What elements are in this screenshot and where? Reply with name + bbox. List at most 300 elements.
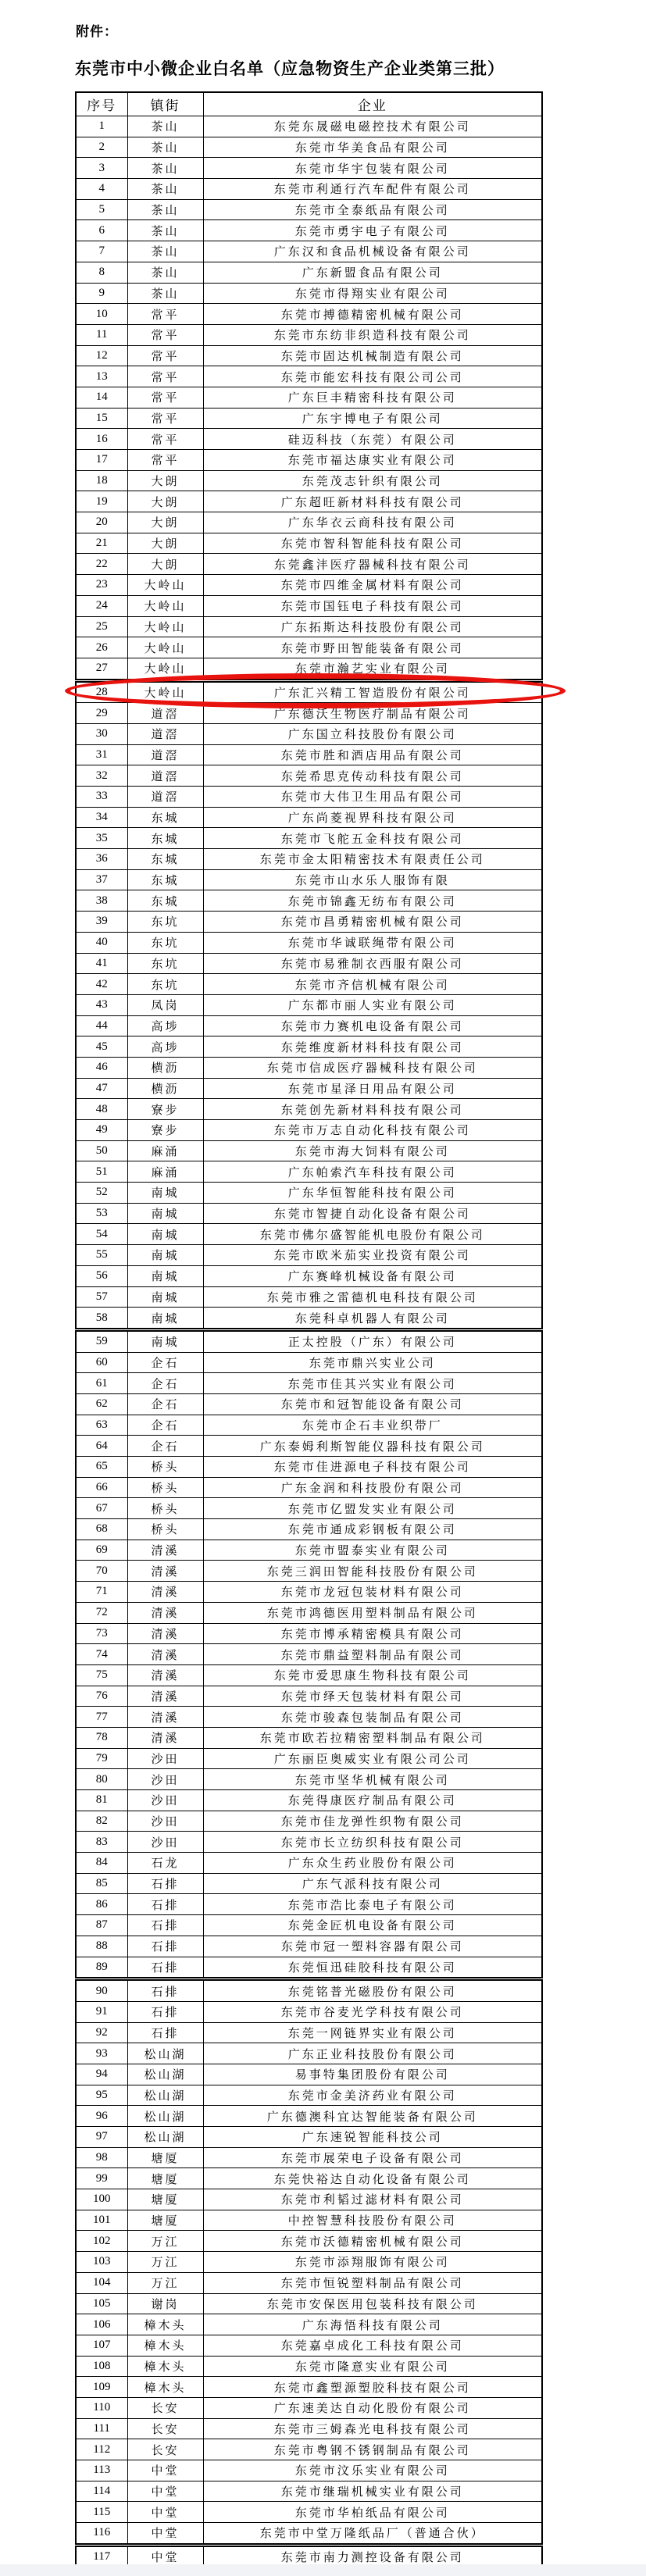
- table-row: [76, 2189, 542, 2210]
- table-row: [76, 2168, 542, 2189]
- town-cell: 东城: [127, 828, 203, 849]
- company-cell: 东莞市三姆森光电科技有限公司: [203, 2418, 542, 2439]
- serial-cell: 72: [76, 1602, 127, 1623]
- town-cell: 东坑: [127, 953, 203, 974]
- serial-cell: 84: [76, 1853, 127, 1874]
- company-cell: 东莞市通成彩钢板有限公司: [203, 1519, 542, 1540]
- table-row: [76, 869, 542, 890]
- table-row: [76, 1936, 542, 1957]
- table-row: [76, 1224, 542, 1245]
- table-row: [76, 1161, 542, 1183]
- serial-cell: 108: [76, 2356, 127, 2377]
- serial-cell: 82: [76, 1811, 127, 1832]
- town-cell: 大岭山: [127, 680, 203, 703]
- page-bottom-strip: [0, 2564, 646, 2576]
- serial-cell: 112: [76, 2439, 127, 2460]
- serial-cell: 47: [76, 1078, 127, 1099]
- serial-cell: 97: [76, 2127, 127, 2148]
- table-row: [76, 2293, 542, 2314]
- town-cell: 横沥: [127, 1078, 203, 1099]
- table-row: [76, 932, 542, 953]
- table-row: [76, 2335, 542, 2356]
- town-cell: 樟木头: [127, 2314, 203, 2335]
- serial-cell: 58: [76, 1308, 127, 1330]
- table-row: [76, 658, 542, 680]
- town-cell: 南城: [127, 1329, 203, 1352]
- table-row: [76, 787, 542, 808]
- table-row: [76, 703, 542, 724]
- town-cell: 桥头: [127, 1498, 203, 1519]
- serial-cell: 80: [76, 1769, 127, 1790]
- serial-cell: 92: [76, 2022, 127, 2043]
- town-cell: 大朗: [127, 512, 203, 533]
- serial-cell: 71: [76, 1582, 127, 1603]
- company-cell: 东莞市万志自动化科技有限公司: [203, 1120, 542, 1141]
- company-cell: 东莞市冠一塑料容器有限公司: [203, 1936, 542, 1957]
- serial-cell: 103: [76, 2252, 127, 2273]
- company-cell: 广东国立科技股份有限公司: [203, 723, 542, 744]
- table-row: [76, 1036, 542, 1058]
- company-cell: 东莞市鼎益塑料制品有限公司: [203, 1644, 542, 1665]
- company-cell: 东莞市谷麦光学科技有限公司: [203, 2001, 542, 2022]
- table-row: [76, 994, 542, 1015]
- serial-cell: 2: [76, 137, 127, 158]
- serial-cell: 49: [76, 1120, 127, 1141]
- town-cell: 桥头: [127, 1457, 203, 1478]
- table-row: [76, 912, 542, 933]
- company-cell: 广东海悟科技有限公司: [203, 2314, 542, 2335]
- serial-cell: 10: [76, 304, 127, 325]
- header-serial: 序号: [76, 92, 127, 116]
- serial-cell: 55: [76, 1245, 127, 1266]
- serial-cell: 13: [76, 366, 127, 387]
- company-cell: 中控智慧科技股份有限公司: [203, 2210, 542, 2231]
- serial-cell: 53: [76, 1203, 127, 1224]
- table-row: [76, 1120, 542, 1141]
- company-cell: 广东新盟食品有限公司: [203, 262, 542, 283]
- town-cell: 南城: [127, 1265, 203, 1286]
- serial-cell: 67: [76, 1498, 127, 1519]
- table-row: [76, 1140, 542, 1161]
- town-cell: 清溪: [127, 1582, 203, 1603]
- serial-cell: 34: [76, 807, 127, 828]
- serial-cell: 76: [76, 1686, 127, 1707]
- table-row: [76, 512, 542, 533]
- company-cell: 硅迈科技（东莞）有限公司: [203, 429, 542, 450]
- company-cell: 东莞一网链界实业有限公司: [203, 2022, 542, 2043]
- table-row: [76, 2106, 542, 2127]
- company-cell: 东莞市福达康实业有限公司: [203, 450, 542, 471]
- serial-cell: 85: [76, 1873, 127, 1894]
- company-cell: 东莞市绎天包装材料有限公司: [203, 1686, 542, 1707]
- table-row: [76, 220, 542, 241]
- company-cell: 广东德澳科宜达智能装备有限公司: [203, 2106, 542, 2127]
- serial-cell: 111: [76, 2418, 127, 2439]
- serial-cell: 45: [76, 1036, 127, 1058]
- table-row: [76, 1415, 542, 1436]
- serial-cell: 33: [76, 787, 127, 808]
- serial-cell: 59: [76, 1329, 127, 1352]
- company-cell: 广东速锐智能科技公司: [203, 2127, 542, 2148]
- table-row: [76, 744, 542, 765]
- serial-cell: 61: [76, 1373, 127, 1394]
- serial-cell: 3: [76, 158, 127, 179]
- town-cell: 南城: [127, 1308, 203, 1330]
- town-cell: 石排: [127, 1873, 203, 1894]
- company-cell: 东莞市勇宇电子有限公司: [203, 220, 542, 241]
- town-cell: 茶山: [127, 199, 203, 220]
- serial-cell: 91: [76, 2001, 127, 2022]
- town-cell: 东城: [127, 849, 203, 870]
- table-row: [76, 1957, 542, 1979]
- table-row: [76, 1811, 542, 1832]
- table-row: [76, 1873, 542, 1894]
- town-cell: 麻涌: [127, 1140, 203, 1161]
- company-cell: 广东泰姆利斯智能仪器科技有限公司: [203, 1436, 542, 1457]
- serial-cell: 64: [76, 1436, 127, 1457]
- table-row: [76, 304, 542, 325]
- company-cell: 东莞市佳龙弹性织物有限公司: [203, 1811, 542, 1832]
- serial-cell: 100: [76, 2189, 127, 2210]
- table-row: [76, 849, 542, 870]
- town-cell: 中堂: [127, 2545, 203, 2567]
- town-cell: 万江: [127, 2252, 203, 2273]
- town-cell: 南城: [127, 1286, 203, 1308]
- company-cell: 东莞市南力测控设备有限公司: [203, 2545, 542, 2567]
- serial-cell: 9: [76, 283, 127, 304]
- company-cell: 广东丽臣奥威实业有限公司公司: [203, 1748, 542, 1769]
- table-row: [76, 158, 542, 179]
- company-cell: 东莞市固达机械制造有限公司: [203, 345, 542, 366]
- company-cell: 东莞市欧若拉精密塑料制品有限公司: [203, 1727, 542, 1748]
- serial-cell: 52: [76, 1183, 127, 1204]
- serial-cell: 48: [76, 1099, 127, 1120]
- serial-cell: 12: [76, 345, 127, 366]
- table-row: [76, 2210, 542, 2231]
- header-company: 企业: [203, 92, 542, 116]
- town-cell: 谢岗: [127, 2293, 203, 2314]
- table-row: [76, 2439, 542, 2460]
- table-row: [76, 1561, 542, 1582]
- town-cell: 万江: [127, 2231, 203, 2252]
- town-cell: 清溪: [127, 1707, 203, 1728]
- town-cell: 茶山: [127, 179, 203, 200]
- table-row: [76, 1329, 542, 1352]
- serial-cell: 117: [76, 2545, 127, 2567]
- company-cell: 东莞鑫沣医疗器械科技有限公司: [203, 554, 542, 575]
- town-cell: 茶山: [127, 283, 203, 304]
- town-cell: 南城: [127, 1245, 203, 1266]
- serial-cell: 114: [76, 2481, 127, 2502]
- company-cell: 广东汉和食品机械设备有限公司: [203, 241, 542, 262]
- table-row: [76, 533, 542, 554]
- town-cell: 樟木头: [127, 2356, 203, 2377]
- table-row: [76, 974, 542, 995]
- serial-cell: 5: [76, 199, 127, 220]
- serial-cell: 106: [76, 2314, 127, 2335]
- town-cell: 东坑: [127, 932, 203, 953]
- company-cell: 东莞市雅之雷德机电科技有限公司: [203, 1286, 542, 1308]
- town-cell: 大岭山: [127, 575, 203, 596]
- table-row: [76, 828, 542, 849]
- town-cell: 清溪: [127, 1623, 203, 1644]
- table-row: [76, 283, 542, 304]
- town-cell: 塘厦: [127, 2147, 203, 2168]
- serial-cell: 66: [76, 1477, 127, 1498]
- table-row: [76, 408, 542, 429]
- table-row: [76, 1203, 542, 1224]
- serial-cell: 70: [76, 1561, 127, 1582]
- company-cell: 东莞市骏森包装制品有限公司: [203, 1707, 542, 1728]
- town-cell: 大朗: [127, 470, 203, 491]
- serial-cell: 24: [76, 595, 127, 616]
- town-cell: 石排: [127, 1957, 203, 1979]
- town-cell: 石排: [127, 1979, 203, 2002]
- serial-cell: 20: [76, 512, 127, 533]
- company-cell: 广东华恒智能科技有限公司: [203, 1183, 542, 1204]
- company-cell: 广东赛峰机械设备有限公司: [203, 1265, 542, 1286]
- town-cell: 松山湖: [127, 2064, 203, 2085]
- serial-cell: 23: [76, 575, 127, 596]
- company-cell: 广东巨丰精密科技有限公司: [203, 387, 542, 408]
- town-cell: 长安: [127, 2418, 203, 2439]
- company-cell: 东莞市东纺非织造科技有限公司: [203, 324, 542, 345]
- table-row: [76, 1602, 542, 1623]
- town-cell: 塘厦: [127, 2168, 203, 2189]
- town-cell: 东城: [127, 807, 203, 828]
- table-row: [76, 2001, 542, 2022]
- town-cell: 高埗: [127, 1036, 203, 1058]
- serial-cell: 46: [76, 1057, 127, 1078]
- town-cell: 石龙: [127, 1853, 203, 1874]
- town-cell: 石排: [127, 1915, 203, 1936]
- town-cell: 常平: [127, 345, 203, 366]
- table-row: [76, 2356, 542, 2377]
- serial-cell: 95: [76, 2085, 127, 2106]
- company-cell: 广东华衣云商科技有限公司: [203, 512, 542, 533]
- serial-cell: 73: [76, 1623, 127, 1644]
- serial-cell: 21: [76, 533, 127, 554]
- town-cell: 沙田: [127, 1832, 203, 1853]
- company-cell: 东莞三润田智能科技股份有限公司: [203, 1561, 542, 1582]
- company-cell: 东莞市瀚艺实业有限公司: [203, 658, 542, 680]
- company-cell: 东莞市恒锐塑料制品有限公司: [203, 2272, 542, 2293]
- company-cell: 东莞市隆意实业有限公司: [203, 2356, 542, 2377]
- company-cell: 易事特集团股份有限公司: [203, 2064, 542, 2085]
- table-row: [76, 1686, 542, 1707]
- town-cell: 企石: [127, 1415, 203, 1436]
- company-cell: 广东帕索汽车科技有限公司: [203, 1161, 542, 1183]
- company-cell: 东莞市易雅制衣西服有限公司: [203, 953, 542, 974]
- town-cell: 大岭山: [127, 637, 203, 658]
- serial-cell: 69: [76, 1540, 127, 1561]
- town-cell: 常平: [127, 324, 203, 345]
- table-row: [76, 765, 542, 787]
- serial-cell: 50: [76, 1140, 127, 1161]
- serial-cell: 40: [76, 932, 127, 953]
- table-row: [76, 2127, 542, 2148]
- table-row: [76, 2231, 542, 2252]
- company-cell: 东莞快裕达自动化设备有限公司: [203, 2168, 542, 2189]
- table-row: [76, 1099, 542, 1120]
- serial-cell: 31: [76, 744, 127, 765]
- serial-cell: 86: [76, 1894, 127, 1915]
- town-cell: 万江: [127, 2272, 203, 2293]
- company-cell: 东莞市亿盟发实业有限公司: [203, 1498, 542, 1519]
- table-row: [76, 1352, 542, 1373]
- table-row: [76, 807, 542, 828]
- serial-cell: 109: [76, 2377, 127, 2398]
- serial-cell: 14: [76, 387, 127, 408]
- table-row: [76, 2252, 542, 2273]
- serial-cell: 11: [76, 324, 127, 345]
- serial-cell: 96: [76, 2106, 127, 2127]
- serial-cell: 17: [76, 450, 127, 471]
- company-cell: 东莞市四维金属材料有限公司: [203, 575, 542, 596]
- company-cell: 东莞市飞舵五金科技有限公司: [203, 828, 542, 849]
- serial-cell: 35: [76, 828, 127, 849]
- serial-cell: 81: [76, 1790, 127, 1811]
- company-cell: 东莞市智科智能科技有限公司: [203, 533, 542, 554]
- town-cell: 大岭山: [127, 616, 203, 637]
- town-cell: 道滘: [127, 744, 203, 765]
- serial-cell: 78: [76, 1727, 127, 1748]
- serial-cell: 98: [76, 2147, 127, 2168]
- town-cell: 茶山: [127, 158, 203, 179]
- serial-cell: 7: [76, 241, 127, 262]
- town-cell: 松山湖: [127, 2043, 203, 2064]
- serial-cell: 38: [76, 890, 127, 912]
- town-cell: 南城: [127, 1203, 203, 1224]
- table-row: [76, 2022, 542, 2043]
- company-cell: 广东速美达自动化股份有限公司: [203, 2397, 542, 2418]
- town-cell: 桥头: [127, 1519, 203, 1540]
- table-row: [76, 1582, 542, 1603]
- town-cell: 东城: [127, 890, 203, 912]
- town-cell: 石排: [127, 2001, 203, 2022]
- town-cell: 桥头: [127, 1477, 203, 1498]
- serial-cell: 32: [76, 765, 127, 787]
- town-cell: 石排: [127, 1936, 203, 1957]
- company-cell: 东莞市利通行汽车配件有限公司: [203, 179, 542, 200]
- town-cell: 长安: [127, 2397, 203, 2418]
- serial-cell: 8: [76, 262, 127, 283]
- company-cell: 东莞市山水乐人服饰有限: [203, 869, 542, 890]
- town-cell: 寮步: [127, 1120, 203, 1141]
- table-row: [76, 366, 542, 387]
- serial-cell: 18: [76, 470, 127, 491]
- town-cell: 寮步: [127, 1099, 203, 1120]
- table-row: [76, 1727, 542, 1748]
- town-cell: 樟木头: [127, 2335, 203, 2356]
- table-row: [76, 1769, 542, 1790]
- town-cell: 长安: [127, 2439, 203, 2460]
- table-row: [76, 1540, 542, 1561]
- table-row: [76, 1057, 542, 1078]
- table-row: [76, 2418, 542, 2439]
- town-cell: 茶山: [127, 220, 203, 241]
- table-row: [76, 199, 542, 220]
- company-cell: 东莞市国钰电子科技有限公司: [203, 595, 542, 616]
- town-cell: 大岭山: [127, 658, 203, 680]
- table-row: [76, 491, 542, 512]
- table-row: [76, 1183, 542, 1204]
- town-cell: 企石: [127, 1393, 203, 1415]
- serial-cell: 74: [76, 1644, 127, 1665]
- company-cell: 东莞市龙冠包装材料有限公司: [203, 1582, 542, 1603]
- table-row-highlighted: [76, 680, 542, 703]
- table-row: [76, 1707, 542, 1728]
- town-cell: 高埗: [127, 1015, 203, 1036]
- table-row: [76, 262, 542, 283]
- town-cell: 茶山: [127, 241, 203, 262]
- town-cell: 企石: [127, 1352, 203, 1373]
- serial-cell: 56: [76, 1265, 127, 1286]
- table-row: [76, 1245, 542, 1266]
- serial-cell: 30: [76, 723, 127, 744]
- company-cell: 东莞得康医疗制品有限公司: [203, 1790, 542, 1811]
- serial-cell: 15: [76, 408, 127, 429]
- serial-cell: 27: [76, 658, 127, 680]
- table-row: [76, 1286, 542, 1308]
- serial-cell: 41: [76, 953, 127, 974]
- serial-cell: 68: [76, 1519, 127, 1540]
- serial-cell: 29: [76, 703, 127, 724]
- table-row: [76, 1623, 542, 1644]
- table-row: [76, 723, 542, 744]
- table-row: [76, 1853, 542, 1874]
- company-cell: 东莞市野田智能装备有限公司: [203, 637, 542, 658]
- company-cell: 广东拓斯达科技股份有限公司: [203, 616, 542, 637]
- serial-cell: 77: [76, 1707, 127, 1728]
- company-cell: 广东众生药业股份有限公司: [203, 1853, 542, 1874]
- town-cell: 大朗: [127, 533, 203, 554]
- town-cell: 沙田: [127, 1769, 203, 1790]
- table-row: [76, 637, 542, 658]
- town-cell: 常平: [127, 387, 203, 408]
- table-row: [76, 1436, 542, 1457]
- serial-cell: 51: [76, 1161, 127, 1183]
- serial-cell: 44: [76, 1015, 127, 1036]
- serial-cell: 62: [76, 1393, 127, 1415]
- town-cell: 茶山: [127, 137, 203, 158]
- serial-cell: 65: [76, 1457, 127, 1478]
- serial-cell: 99: [76, 2168, 127, 2189]
- table-row: [76, 345, 542, 366]
- company-cell: 东莞市华诚联绳带有限公司: [203, 932, 542, 953]
- serial-cell: 28: [76, 680, 127, 703]
- company-cell: 东莞市佳其兴实业有限公司: [203, 1373, 542, 1394]
- table-row: [76, 1457, 542, 1478]
- town-cell: 东坑: [127, 912, 203, 933]
- table-row: [76, 1664, 542, 1686]
- company-cell: 东莞市欧米茄实业投资有限公司: [203, 1245, 542, 1266]
- company-cell: 东莞创先新材料科技有限公司: [203, 1099, 542, 1120]
- town-cell: 大岭山: [127, 595, 203, 616]
- company-cell: 东莞市能宏科技有限公司公司: [203, 366, 542, 387]
- table-row: [76, 1519, 542, 1540]
- company-cell: 东莞市企石丰业织带厂: [203, 1415, 542, 1436]
- town-cell: 常平: [127, 429, 203, 450]
- company-cell: 东莞维度新材料科技有限公司: [203, 1036, 542, 1058]
- table-row: [76, 2085, 542, 2106]
- company-cell: 东莞金匠机电设备有限公司: [203, 1915, 542, 1936]
- town-cell: 樟木头: [127, 2377, 203, 2398]
- town-cell: 塘厦: [127, 2210, 203, 2231]
- attachment-label: 附件：: [76, 24, 118, 40]
- town-cell: 茶山: [127, 116, 203, 137]
- town-cell: 东城: [127, 869, 203, 890]
